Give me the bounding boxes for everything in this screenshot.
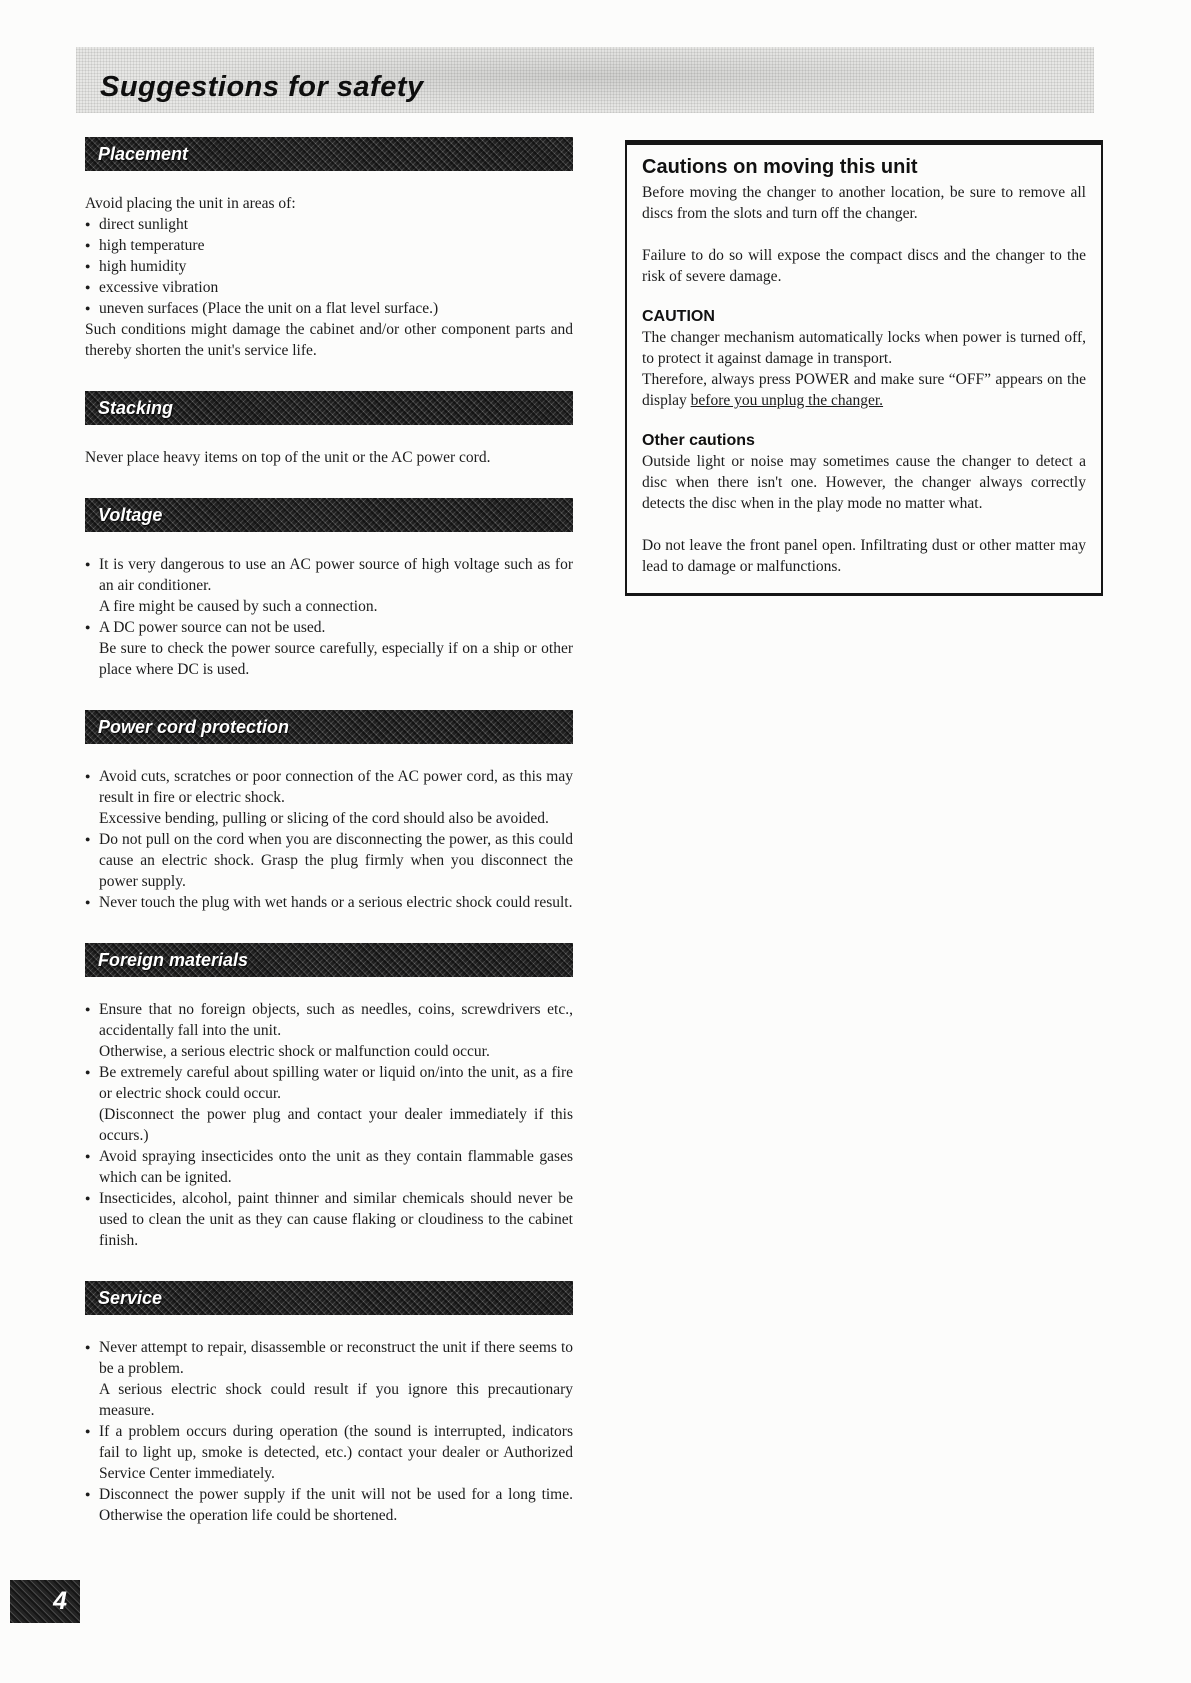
- bullet-text: Be sure to check the power source carefully, especially if on a ship or other place where DC is used.: [99, 640, 573, 678]
- paragraph: Do not leave the front panel open. Infiltrating dust or other matter may lead to damage or malfunctions.: [642, 537, 1086, 575]
- bullet-text: A DC power source can not be used.: [99, 619, 326, 636]
- bullet-icon: ●: [85, 303, 91, 313]
- bullet-icon: ●: [85, 559, 91, 569]
- list-item: [85, 235, 573, 256]
- bullet-text: Otherwise, a serious electric shock or malfunction could occur.: [99, 1043, 490, 1060]
- section-body-voltage: [85, 554, 573, 680]
- section-bar-stacking: [85, 391, 573, 425]
- bullet-text: Disconnect the power supply if the unit will not be used for a long time. Otherwise the operation life could be shortened.: [99, 1486, 573, 1524]
- page-number-badge: [10, 1580, 80, 1623]
- bullet-icon: ●: [85, 1426, 91, 1436]
- paragraph: Never place heavy items on top of the unit or the AC power cord.: [85, 449, 491, 466]
- bullet-icon: ●: [85, 771, 91, 781]
- bullet-icon: ●: [85, 1067, 91, 1077]
- list-item: [85, 1188, 573, 1251]
- paragraph: Outside light or noise may sometimes cause the changer to detect a disc when there isn't one. However, the changer always correctly detects the disc when in the play mode no matter what.: [642, 453, 1086, 512]
- paragraph: [642, 369, 1086, 411]
- bullet-text: Never attempt to repair, disassemble or reconstruct the unit if there seems to be a problem.: [99, 1339, 573, 1377]
- cautions-on-moving-box: [625, 140, 1103, 596]
- list-item: [85, 554, 573, 617]
- caution-subheading: CAUTION: [642, 308, 715, 325]
- section-body-stacking: [85, 447, 573, 468]
- section-body-foreign-materials: [85, 999, 573, 1251]
- bullet-list: [85, 999, 573, 1251]
- bullet-text: A serious electric shock could result if you ignore this precautionary measure.: [99, 1381, 573, 1419]
- paragraph: Such conditions might damage the cabinet and/or other component parts and thereby shorten the unit's service life.: [85, 321, 573, 359]
- bullet-icon: ●: [85, 622, 91, 632]
- caution-text: Therefore, always press POWER and make sure “OFF” appears on the display: [642, 371, 1086, 409]
- section-heading: Power cord protection: [98, 716, 290, 737]
- bullet-icon: ●: [85, 1489, 91, 1499]
- bullet-text: Excessive bending, pulling or slicing of the cord should also be avoided.: [99, 810, 549, 827]
- bullet-text: It is very dangerous to use an AC power source of high voltage such as for an air conditioner.: [99, 556, 573, 594]
- bullet-text: high temperature: [99, 237, 205, 254]
- bullet-text: Insecticides, alcohol, paint thinner and similar chemicals should never be used to clean the unit as they can cause flaking or cloudiness to the cabinet finish.: [99, 1190, 573, 1249]
- bullet-icon: ●: [85, 1193, 91, 1203]
- list-item: [85, 999, 573, 1062]
- left-column: [85, 137, 573, 1526]
- spacer: [642, 514, 1086, 535]
- list-item: [85, 1337, 573, 1421]
- bullet-list: [85, 554, 573, 680]
- bullet-text: If a problem occurs during operation (the sound is interrupted, indicators fail to light up, smoke is detected, etc.) contact your dealer or Authorized Service Center immediately.: [99, 1423, 573, 1482]
- section-heading: Voltage: [98, 504, 163, 525]
- list-item: [85, 1062, 573, 1146]
- bullet-icon: ●: [85, 1342, 91, 1352]
- list-item: [85, 1146, 573, 1188]
- page-number: 4: [53, 1587, 67, 1615]
- section-heading: Service: [98, 1287, 163, 1308]
- bullet-text: Avoid cuts, scratches or poor connection of the AC power cord, as this may result in fire or electric shock.: [99, 768, 573, 806]
- bullet-list: [85, 1337, 573, 1526]
- section-bar-service: [85, 1281, 573, 1315]
- paragraph: Before moving the changer to another location, be sure to remove all discs from the slots and turn off the changer.: [642, 184, 1086, 222]
- list-item: [85, 298, 573, 319]
- list-item: [85, 1421, 573, 1484]
- bullet-icon: ●: [85, 1004, 91, 1014]
- paragraph: Avoid placing the unit in areas of:: [85, 195, 296, 212]
- caution-underlined-text: before you unplug the changer.: [690, 392, 884, 409]
- bullet-icon: ●: [85, 219, 91, 229]
- bullet-text: Never touch the plug with wet hands or a serious electric shock could result.: [99, 894, 573, 911]
- bullet-icon: ●: [85, 897, 91, 907]
- section-bar-placement: [85, 137, 573, 171]
- section-body-placement: [85, 193, 573, 361]
- section-heading: Foreign materials: [98, 949, 249, 970]
- other-cautions-subheading: Other cautions: [642, 432, 755, 449]
- section-heading: Stacking: [98, 397, 174, 418]
- bullet-text: excessive vibration: [99, 279, 219, 296]
- bullet-icon: ●: [85, 1151, 91, 1161]
- bullet-list: [85, 214, 573, 319]
- list-item: [85, 256, 573, 277]
- list-item: [85, 617, 573, 680]
- bullet-icon: ●: [85, 240, 91, 250]
- bullet-icon: ●: [85, 282, 91, 292]
- cautions-box-title: Cautions on moving this unit: [642, 156, 918, 178]
- bullet-text: Be extremely careful about spilling water or liquid on/into the unit, as a fire or electric shock could occur.: [99, 1064, 573, 1102]
- list-item: [85, 829, 573, 892]
- bullet-text: (Disconnect the power plug and contact your dealer immediately if this occurs.): [99, 1106, 573, 1144]
- page-title: Suggestions for safety: [100, 70, 424, 103]
- list-item: [85, 277, 573, 298]
- section-body-service: [85, 1337, 573, 1526]
- bullet-text: A fire might be caused by such a connection.: [99, 598, 378, 615]
- list-item: [85, 214, 573, 235]
- section-bar-voltage: [85, 498, 573, 532]
- section-bar-power-cord-protection: [85, 710, 573, 744]
- paragraph: The changer mechanism automatically locks when power is turned off, to protect it against damage in transport.: [642, 329, 1086, 367]
- paragraph: Failure to do so will expose the compact discs and the changer to the risk of severe damage.: [642, 247, 1086, 285]
- list-item: [85, 892, 573, 913]
- bullet-text: Do not pull on the cord when you are disconnecting the power, as this could cause an electric shock. Grasp the plug firmly when you disconnect the power supply.: [99, 831, 573, 890]
- section-heading: Placement: [98, 143, 189, 164]
- spacer: [642, 224, 1086, 245]
- section-body-power-cord-protection: [85, 766, 573, 913]
- bullet-icon: ●: [85, 261, 91, 271]
- section-bar-foreign-materials: [85, 943, 573, 977]
- page-header-banner: [76, 47, 1094, 113]
- bullet-text: Avoid spraying insecticides onto the unit as they contain flammable gases which can be ignited.: [99, 1148, 573, 1186]
- bullet-icon: ●: [85, 834, 91, 844]
- bullet-text: direct sunlight: [99, 216, 189, 233]
- list-item: [85, 1484, 573, 1526]
- list-item: [85, 766, 573, 829]
- bullet-text: uneven surfaces (Place the unit on a flat level surface.): [99, 300, 439, 317]
- bullet-text: Ensure that no foreign objects, such as needles, coins, screwdrivers etc., accidentally fall into the unit.: [99, 1001, 573, 1039]
- bullet-text: high humidity: [99, 258, 187, 275]
- bullet-list: [85, 766, 573, 913]
